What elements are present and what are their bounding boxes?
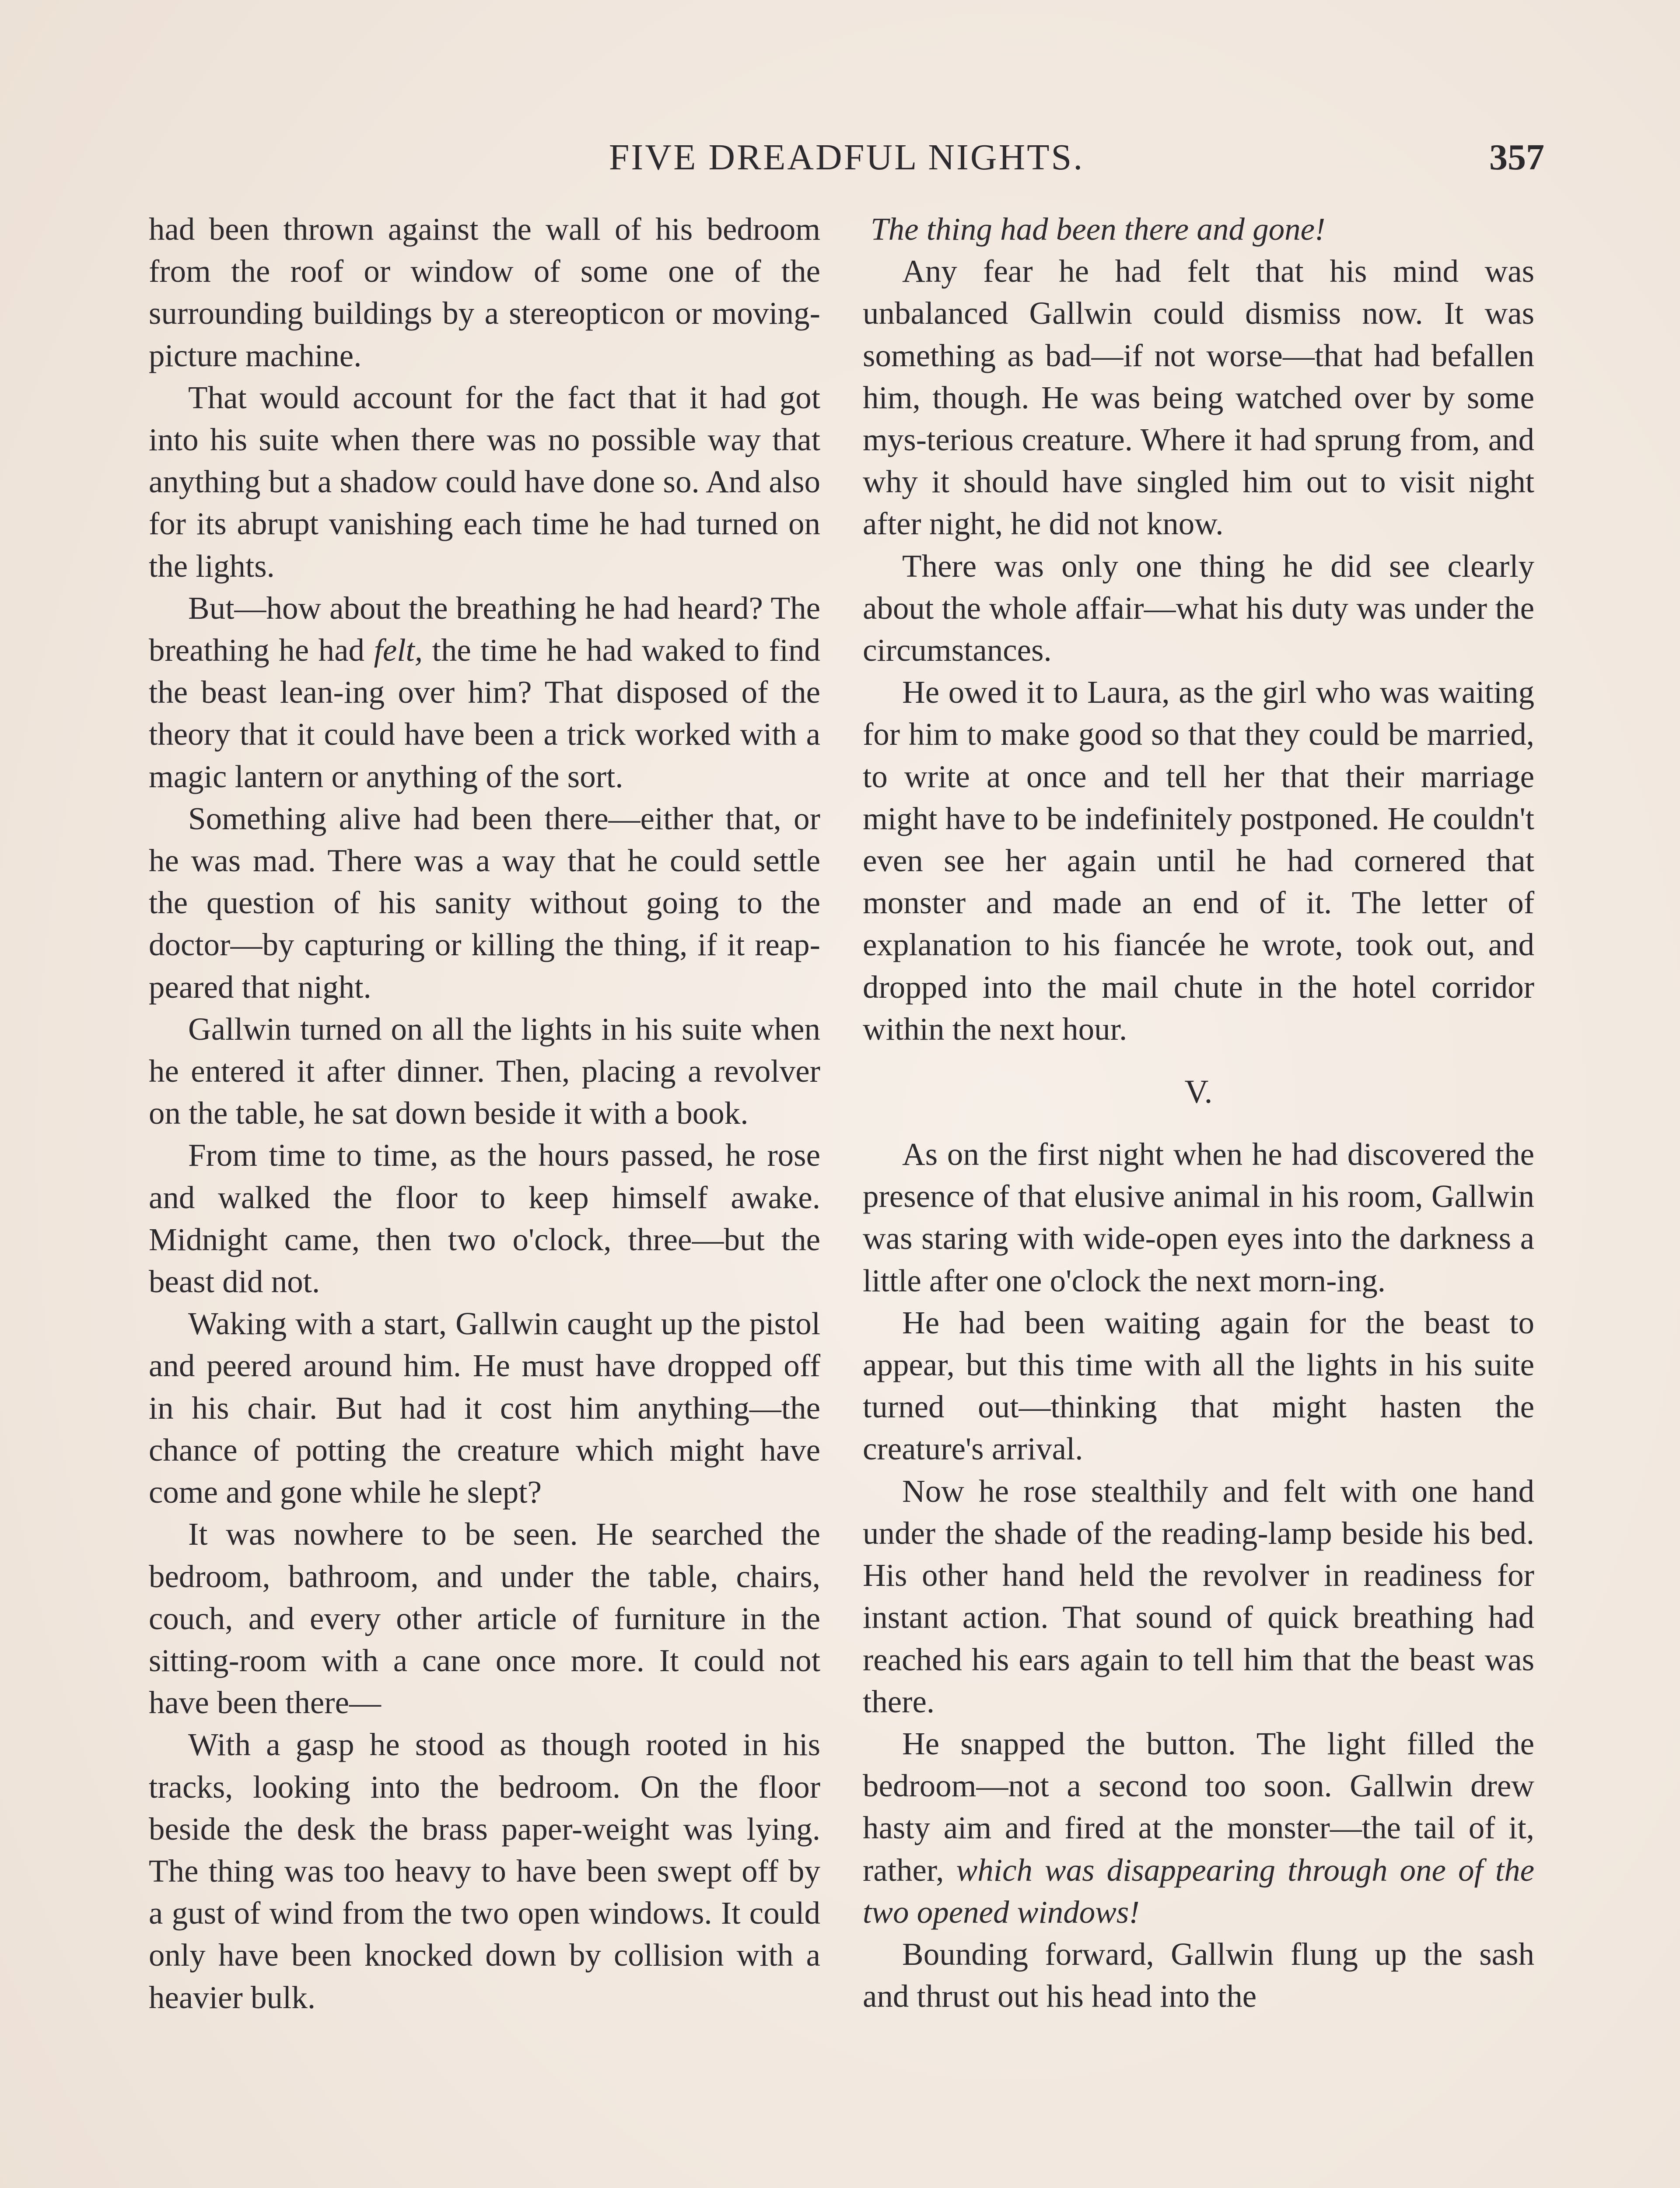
paragraph: As on the first night when he had discovered the presence of that elusive animal in his room, Gallwin was staring with wide-open eyes into the darkness a little after one o'clock the next morn-ing. xyxy=(863,1136,1534,1298)
paragraph: That would account for the fact that it had got into his suite when there was no possible way that anything but a shadow could have done so. And also for its abrupt vanishing each time he had turned on the lights. xyxy=(149,379,820,584)
running-title: FIVE DREADFUL NIGHTS. xyxy=(609,137,1085,178)
italic-word: felt, xyxy=(374,632,423,668)
paragraph-text: But—how about the breathing he had heard? The breathing he had xyxy=(149,590,820,668)
section-heading: V. xyxy=(1184,1073,1213,1111)
running-head xyxy=(149,131,1544,184)
paragraph: Bounding forward, Gallwin flung up the sash and thrust out his head into the xyxy=(863,1936,1534,2014)
page-number: 357 xyxy=(1489,137,1544,178)
paragraph: He had been waiting again for the beast to appear, but this time with all the lights in his suite turned out—thinking that might hasten the creature's arrival. xyxy=(863,1304,1534,1467)
italic-phrase: which was disappearing through one of the two opened windows! xyxy=(863,1852,1535,1930)
paragraph: It was nowhere to be seen. He searched the bedroom, bathroom, and under the table, chairs, couch, and every other article of furniture in the sitting-room with a cane once more. It could not have been there— xyxy=(149,1516,820,1721)
paragraph-text: the time he had waked to find the beast lean-ing over him? That disposed of the theory that it could have been a trick worked with a magic lantern or anything of the sort. xyxy=(149,632,820,794)
paragraph: From time to time, as the hours passed, he rose and walked the floor to keep himself awake. Midnight came, then two o'clock, three—but the beast did not. xyxy=(149,1137,820,1300)
left-column xyxy=(149,208,820,2019)
right-column xyxy=(863,208,1534,2017)
paragraph: There was only one thing he did see clearly about the whole affair—what his duty was under the circumstances. xyxy=(863,548,1534,668)
paragraph-with-italic xyxy=(863,1723,1534,1933)
paragraph: Gallwin turned on all the lights in his suite when he entered it after dinner. Then, placing a revolver on the table, he sat down beside it with a book. xyxy=(149,1011,820,1131)
paragraph-text: He snapped the button. The light filled the bedroom—not a second too soon. Gallwin drew hasty aim and fired at the monster—the tail of it, rather, xyxy=(863,1725,1534,1888)
paragraph: had been thrown against the wall of his bedroom from the roof or window of some one of the surrounding buildings by a stereopticon or moving-picture machine. xyxy=(149,211,820,373)
paragraph: Any fear he had felt that his mind was unbalanced Gallwin could dismiss now. It was something as bad—if not worse—that had befallen him, though. He was being watched over by some mys-terious creature. Where it had sprung from, and why it should have singled him out to visit night after night, he did not know. xyxy=(863,253,1534,542)
italic-lead-line: The thing had been there and gone! xyxy=(871,211,1326,247)
paragraph: With a gasp he stood as though rooted in his tracks, looking into the bedroom. On the floor beside the desk the brass paper-weight was lying. The thing was too heavy to have been swept off by a gust of wind from the two open windows. It could only have been knocked down by collision with a heavier bulk. xyxy=(149,1727,820,2015)
paragraph: Something alive had been there—either that, or he was mad. There was a way that he could settle the question of his sanity without going to the doctor—by capturing or killing the thing, if it reap-peared that night. xyxy=(149,800,820,1005)
paragraph: He owed it to Laura, as the girl who was waiting for him to make good so that they could be married, to write at once and tell her that their marriage might have to be indefinitely postponed. He couldn't even see her again until he had cornered that monster and made an end of it. The letter of explanation to his fiancée he wrote, took out, and dropped into the mail chute in the hotel corridor within the next hour. xyxy=(863,674,1534,1047)
paragraph: Waking with a start, Gallwin caught up the pistol and peered around him. He must have dropped off in his chair. But had it cost him anything—the chance of potting the creature which might have come and gone while he slept? xyxy=(149,1306,820,1510)
paragraph: Now he rose stealthily and felt with one hand under the shade of the reading-lamp beside his bed. His other hand held the revolver in readiness for instant action. That sound of quick breathing had reached his ears again to tell him that the beast was there. xyxy=(863,1473,1534,1719)
paragraph-with-italic xyxy=(149,587,820,798)
